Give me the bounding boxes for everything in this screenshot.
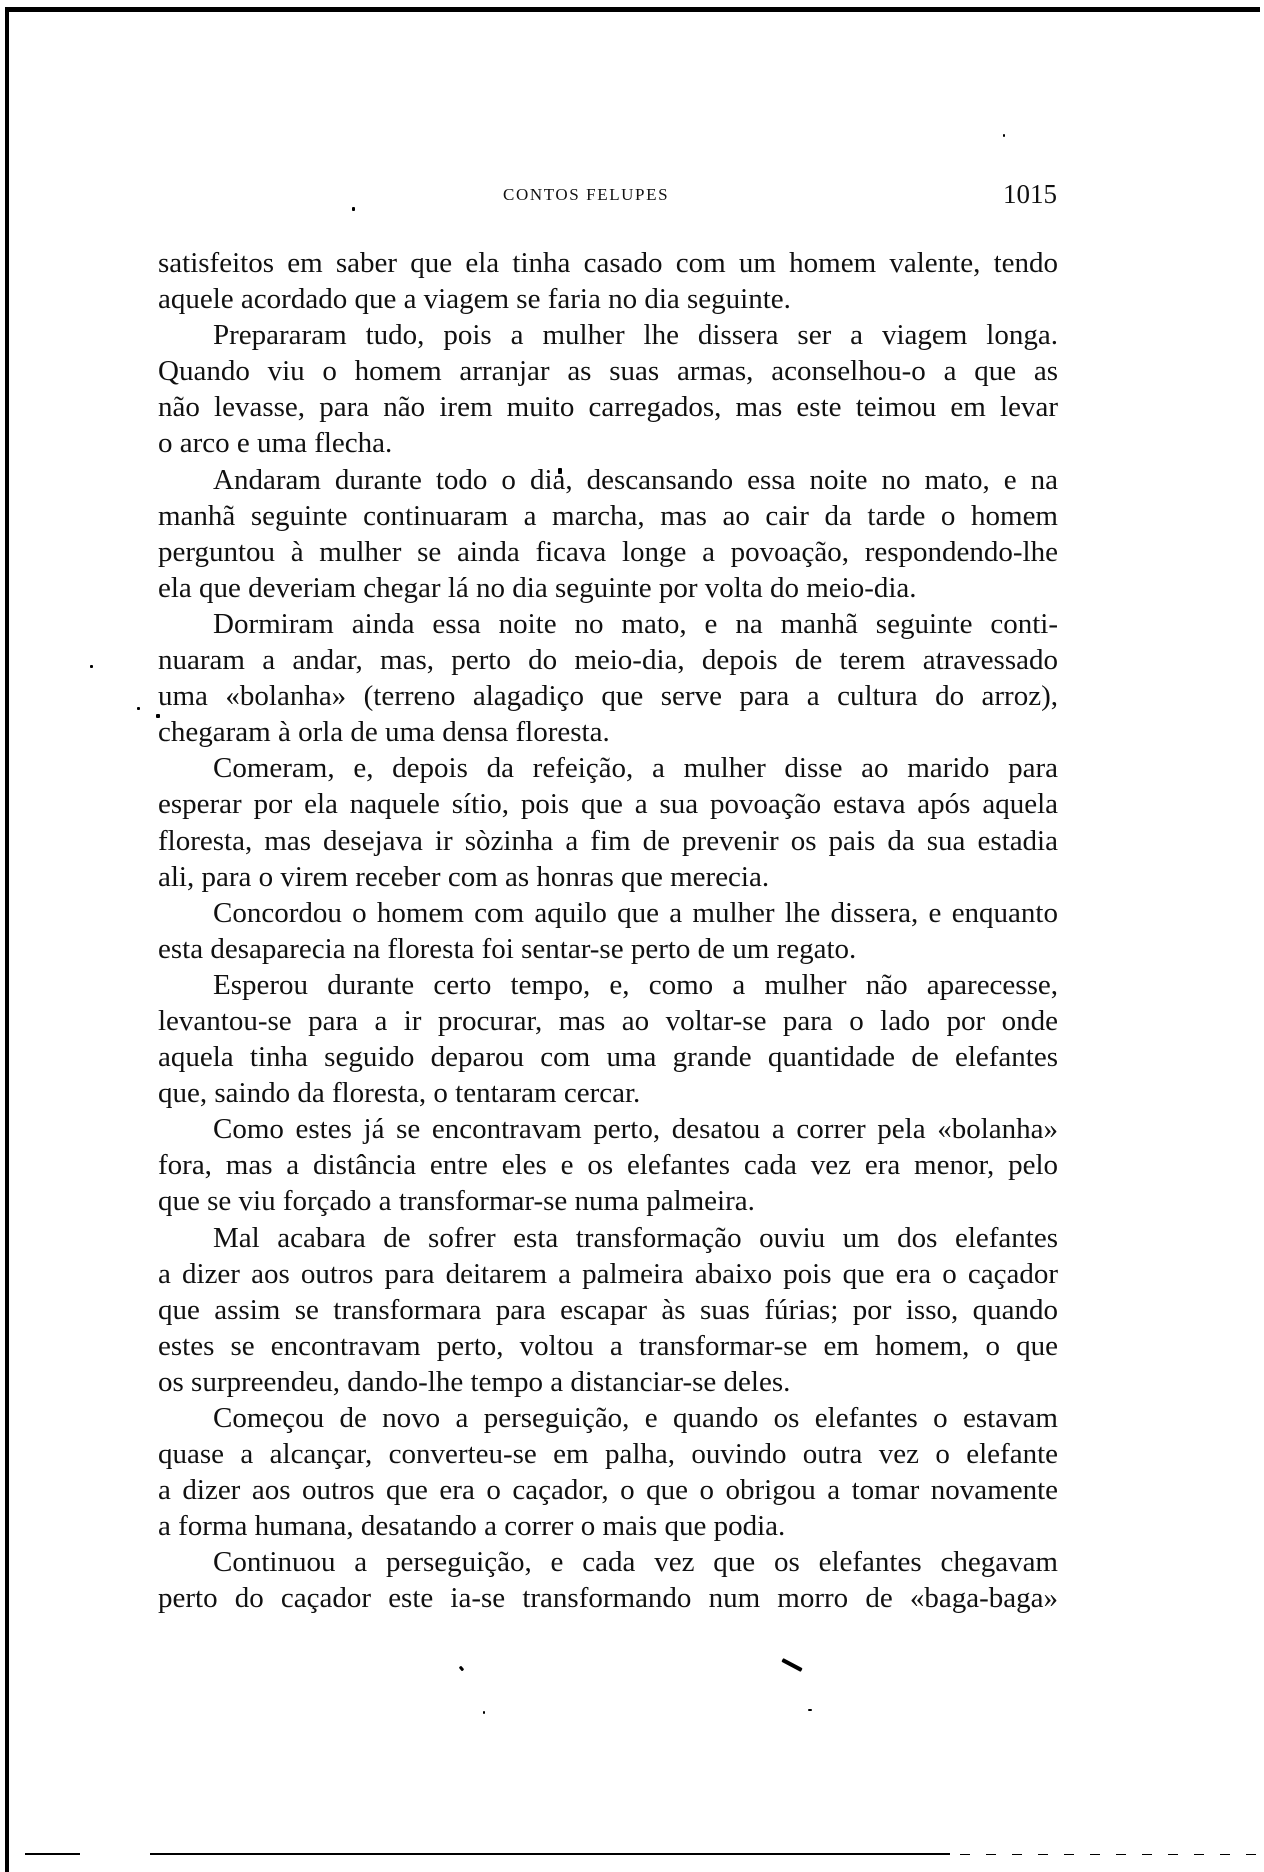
- scan-border-bottom: [150, 1853, 950, 1855]
- text-line: quase a alcançar, converteu-se em palha, ouvindo outra vez o elefante: [158, 1438, 1058, 1471]
- paragraph: [158, 895, 1058, 967]
- page-number: 1015: [1003, 179, 1057, 209]
- text-line: aquele acordado que a viagem se faria no dia seguinte.: [158, 283, 791, 316]
- paragraph: [158, 606, 1058, 750]
- text-line: ela que deveriam chegar lá no dia seguinte por volta do meio-dia.: [158, 571, 917, 604]
- text-line: aquela tinha seguido deparou com uma grande quantidade de elefantes: [158, 1041, 1058, 1074]
- text-line: Começou de novo a perseguição, e quando os elefantes o estavam: [213, 1402, 1058, 1434]
- scan-speck: [781, 1658, 802, 1672]
- scan-speck: [137, 707, 140, 710]
- text-line: manhã seguinte continuaram a marcha, mas ao cair da tarde o homem: [158, 499, 1058, 532]
- text-line: Como estes já se encontravam perto, desatou a correr pela «bolanha»: [213, 1113, 1058, 1146]
- running-head: CONTOS FELUPES: [503, 185, 670, 204]
- text-line: a dizer aos outros para deitarem a palmeira abaixo pois que era o caçador: [158, 1257, 1058, 1290]
- text-line: uma «bolanha» (terreno alagadiço que serve para a cultura do arroz),: [158, 680, 1058, 713]
- paragraph: [158, 750, 1058, 894]
- text-line: Comeram, e, depois da refeição, a mulher disse ao marido para: [213, 752, 1058, 785]
- text-line: Continuou a perseguição, e cada vez que os elefantes chegavam: [213, 1546, 1058, 1579]
- text-line: Prepararam tudo, pois a mulher lhe dissera ser a viagem longa.: [213, 319, 1058, 352]
- text-line: ali, para o virem receber com as honras que merecia.: [158, 860, 770, 893]
- paragraph: [158, 1544, 1058, 1616]
- text-line: Dormiram ainda essa noite no mato, e na manhã seguinte conti-: [213, 607, 1058, 640]
- body-text: [158, 245, 1058, 1617]
- text-line: Concordou o homem com aquilo que a mulher lhe dissera, e enquanto: [213, 896, 1058, 929]
- text-line: Quando viu o homem arranjar as suas armas, aconselhou-o a que as: [158, 355, 1058, 388]
- scan-border-left: [5, 7, 9, 1872]
- scan-speck: [352, 207, 355, 211]
- text-line: Mal acabara de sofrer esta transformação ouviu um dos elefantes: [213, 1221, 1058, 1254]
- text-line: satisfeitos em saber que ela tinha casado com um homem valente, tendo: [158, 247, 1058, 279]
- text-line: perto do caçador este ia-se transformando num morro de «baga-baga»: [158, 1582, 1058, 1615]
- text-line: a forma humana, desatando a correr o mais que podia.: [158, 1510, 786, 1543]
- paragraph: [158, 1111, 1058, 1219]
- paragraph: [158, 245, 1058, 317]
- scan-speck: [90, 665, 93, 668]
- scan-border-bottom-dashed: [960, 1854, 1260, 1855]
- text-line: Esperou durante certo tempo, e, como a mulher não aparecesse,: [213, 968, 1058, 1001]
- scan-border-top: [5, 7, 1260, 12]
- scan-speck: [459, 1666, 465, 1672]
- text-line: o arco e uma flecha.: [158, 427, 393, 460]
- scan-speck: [808, 1709, 812, 1711]
- text-line: esta desaparecia na floresta foi sentar-se perto de um regato.: [158, 932, 857, 965]
- text-line: floresta, mas desejava ir sòzinha a fim de prevenir os pais da sua estadia: [158, 824, 1058, 857]
- scan-border-bottom-segment: [25, 1853, 80, 1855]
- paragraph: [158, 317, 1058, 461]
- text-line: os surpreendeu, dando-lhe tempo a distanciar-se deles.: [158, 1365, 791, 1398]
- text-line: não levasse, para não irem muito carregados, mas este teimou em levar: [158, 391, 1058, 424]
- text-line: levantou-se para a ir procurar, mas ao voltar-se para o lado por onde: [158, 1004, 1058, 1037]
- paragraph: [158, 1220, 1058, 1400]
- text-line: que se viu forçado a transformar-se numa palmeira.: [158, 1185, 755, 1218]
- text-line: a dizer aos outros que era o caçador, o que o obrigou a tomar novamente: [158, 1474, 1058, 1507]
- text-line: nuaram a andar, mas, perto do meio-dia, depois de terem atravessado: [158, 644, 1058, 677]
- paragraph: [158, 1400, 1058, 1544]
- text-line: Andaram durante todo o dia, descansando essa noite no mato, e na: [213, 463, 1058, 496]
- scan-speck: [483, 1711, 485, 1714]
- text-line: estes se encontravam perto, voltou a transformar-se em homem, o que: [158, 1329, 1058, 1362]
- paragraph: [158, 967, 1058, 1111]
- text-line: perguntou à mulher se ainda ficava longe a povoação, respondendo-lhe: [158, 535, 1058, 568]
- paragraph: [158, 462, 1058, 606]
- text-line: que, saindo da floresta, o tentaram cercar.: [158, 1077, 641, 1110]
- text-line: que assim se transformara para escapar às suas fúrias; por isso, quando: [158, 1293, 1058, 1326]
- text-line: fora, mas a distância entre eles e os elefantes cada vez era menor, pelo: [158, 1149, 1058, 1182]
- scan-border-top-dashed: [1150, 7, 1260, 9]
- text-line: esperar por ela naquele sítio, pois que a sua povoação estava após aquela: [158, 788, 1058, 821]
- text-line: chegaram à orla de uma densa floresta.: [158, 716, 610, 749]
- scan-speck: [1003, 134, 1005, 137]
